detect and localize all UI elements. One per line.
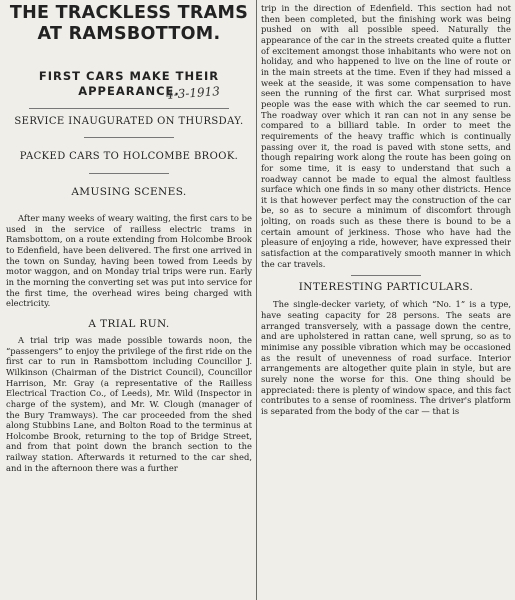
headline: THE TRACKLESS TRAMS AT RAMSBOTTOM. xyxy=(9,3,249,44)
section-heading-service: SERVICE INAUGURATED ON THURSDAY. xyxy=(14,116,244,127)
section-heading-amusing-scenes: AMUSING SCENES. xyxy=(71,186,187,198)
article-paragraph: trip in the direction of Edenfield. This section had not then been completed, but the finishing work was being pushed on with all possible speed. Naturally the appearance of the car in the streets created quite a flutter of excitement amongst those inhabitants who were not on holiday, and who happened to live on the line of route or in the main streets at the time. Even if they had missed a week at the seaside, it was some compensation to have seen the running of the first car. What surprised most people was the ease with which the car seemed to run. The roadway over which it ran can not in any sense be compared to a billiard table. In order to meet the requirements of the heavy traffic which is continually passing over it, the road is paved with stone setts, and though repairing work along the route has been going on for some time, it is easy to understand that such a roadway cannot be made to equal the almost faultless surface which one finds in so many other districts. Hence it is that however perfect may the construction of the car be, so as to secure a minimum of discomfort through jolting, on roads such as these there is bound to be a certain amount of jerkiness. Those who have had the pleasure of enjoying a ride, however, have expressed their satisfaction at the comparatively smooth manner in which the car travels. xyxy=(261,3,511,269)
divider-rule xyxy=(84,137,174,138)
right-column xyxy=(261,0,511,600)
divider-rule xyxy=(351,275,421,276)
section-heading-interesting-particulars: INTERESTING PARTICULARS. xyxy=(298,281,474,294)
subheadline: FIRST CARS MAKE THEIR APPEARANCE. xyxy=(38,69,220,98)
divider-rule xyxy=(29,108,229,109)
divider-rule xyxy=(89,173,169,174)
section-heading-packed-cars: PACKED CARS TO HOLCOMBE BROOK. xyxy=(19,151,239,162)
handwritten-date: 4-3-1913 xyxy=(165,84,221,102)
article-paragraph: After many weeks of weary waiting, the first cars to be used in the service of railless electric trams in Ramsbottom, on a route extending from Holcombe Brook to Edenfield, have been delivered. The first one arrived in the town on Sunday, having been towed from Leeds by motor waggon, and on Monday trial trips were run. Early in the morning the converting set was put into service for the first time, the overhead wires being charged with electricity. xyxy=(6,213,252,309)
article-paragraph: The single-decker variety, of which “No. 1” is a type, have seating capacity for 28 persons. The seats are arranged transversely, with a passage down the centre, and are upholstered in rattan cane, well sprung, so as to minimise any possible vibration which may be occasioned as the result of unevenness of road surface. Interior arrangements are altogether quite plain in style, but are surely none the worse for this. One thing should be appreciated: there is plenty of window space, and this fact contributes to a sense of roominess. The driver's platform is separated from the body of the car — that is xyxy=(261,299,511,416)
section-heading-trial-run: A TRIAL RUN. xyxy=(88,317,170,330)
article-paragraph: A trial trip was made possible towards noon, the “passengers” to enjoy the privilege of the first ride on the first car to run in Ramsbottom including Councillor J. Wilkinson (Chairman of the District Council), Councillor Harrison, Mr. Gray (a representative of the Railless Electrical Traction Co., of Leeds), Mr. Wild (Inspector in charge of the system), and Mr. W. Clough (manager of the Bury Tramways). The car proceeded from the shed along Stubbins Lane, and Bolton Road to the terminus at Holcombe Brook, returning to the top of Bridge Street, and from that point down the branch section to the railway station. Afterwards it returned to the car shed, and in the afternoon there was a further xyxy=(6,334,252,473)
column-divider xyxy=(256,0,257,600)
